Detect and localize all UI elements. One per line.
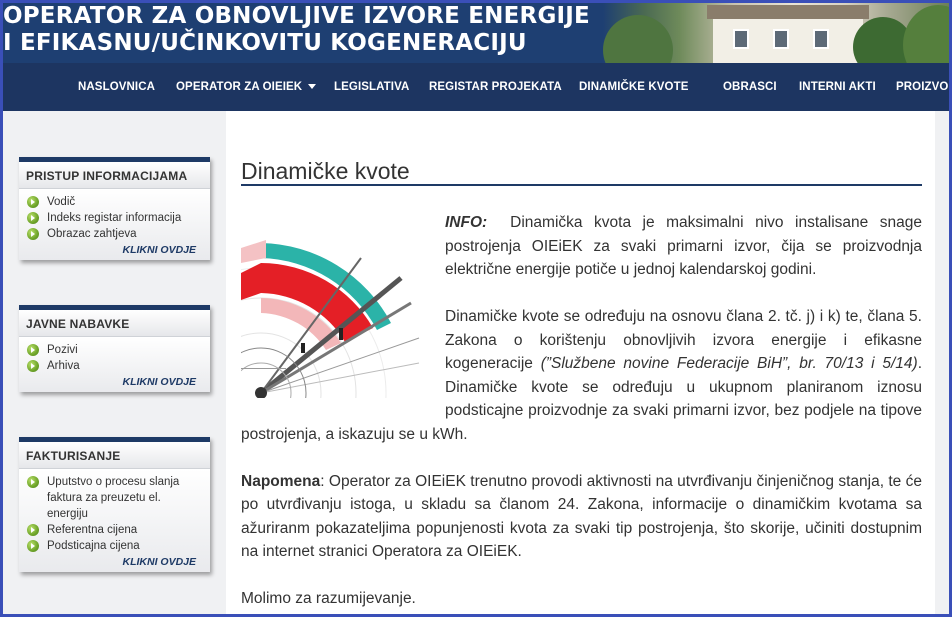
nav-legislativa[interactable]: LEGISLATIVA <box>334 81 410 93</box>
nav-dinamicke-kvote[interactable]: DINAMIČKE KVOTE <box>579 81 689 93</box>
arrow-bullet-icon <box>27 476 39 488</box>
link-label: Pozivi <box>47 344 78 356</box>
arrow-bullet-icon <box>27 360 39 372</box>
arrow-bullet-icon <box>27 196 39 208</box>
klikni-ovdje-link[interactable]: KLIKNI OVDJE <box>122 376 196 388</box>
link-label: Vodič <box>47 196 76 208</box>
nav-operator[interactable] <box>176 63 316 111</box>
sidebar-link-obrazac[interactable] <box>27 226 202 242</box>
info-text: Dinamička kvota je maksimalni nivo instalisane snage postrojenja OIEiEK za svaki primarni izvor, čija se proizvodnja električne energije potiče u jednoj kalendarskoj godini. <box>445 214 922 278</box>
box-title: JAVNE NABAVKE <box>19 310 210 337</box>
site-header <box>3 3 949 63</box>
sidebar-link-pozivi[interactable] <box>27 342 202 358</box>
page-title: Dinamičke kvote <box>241 158 410 184</box>
nav-registar-projekata[interactable]: REGISTAR PROJEKATA <box>429 81 562 93</box>
title-divider <box>241 184 922 186</box>
sidebar-link-vodic[interactable] <box>27 194 202 210</box>
sidebar-box-pristup <box>19 157 210 260</box>
klikni-ovdje-link[interactable]: KLIKNI OVDJE <box>122 556 196 568</box>
note-paragraph <box>241 470 922 564</box>
sidebar-box-nabavke <box>19 305 210 392</box>
arrow-bullet-icon <box>27 540 39 552</box>
sidebar-link-uputstvo[interactable] <box>27 474 202 522</box>
main-content <box>226 111 935 617</box>
arrow-bullet-icon <box>27 228 39 240</box>
link-label: Referentna cijena <box>47 524 138 536</box>
para2-end: . Dinamičke kvote se određuju u ukupnom planiranom iznosu podsticajne proizvodnje za svaki primarni izvor, bez podjele na tipove postrojenja, a iskazuju se u kWh. <box>241 355 922 443</box>
closing-paragraph: Molimo za razumijevanje. <box>241 590 416 607</box>
info-paragraph <box>241 211 922 282</box>
site-title[interactable] <box>3 3 590 57</box>
link-label: Obrazac zahtjeva <box>47 228 137 240</box>
arrow-bullet-icon <box>27 344 39 356</box>
nav-obrasci[interactable]: OBRASCI <box>723 81 777 93</box>
box-title: PRISTUP INFORMACIJAMA <box>19 162 210 189</box>
nav-interni-akti[interactable]: INTERNI AKTI <box>799 81 876 93</box>
link-label: Indeks registar informacija <box>47 212 182 224</box>
sidebar-link-indeks[interactable] <box>27 210 202 226</box>
note-text: : Operator za OIEiEK trenutno provodi aktivnosti na utvrđivanju činjeničnog stanja, te će po utvrđivanju istoga, u skladu sa članom 24. Zakona, informacije o dinamičkim kvotama sa ažuriranm pokazateljima popunjenosti kvota za svaki tip postrojenja, što skorije, učiniti dostupnim na internet stranici Operatora za OIEiEK. <box>241 472 922 560</box>
klikni-ovdje-link[interactable]: KLIKNI OVDJE <box>122 244 196 256</box>
info-label: INFO: <box>445 214 488 231</box>
sidebar-link-referentna[interactable] <box>27 522 202 538</box>
para2-start: Dinamičke kvote se određuju na osnovu člana 2. tč. j) i k) te, člana 5. Zakona o korištenju obnovljivih izvora energije i efikasne kogeneracije <box>445 308 922 372</box>
sidebar-link-arhiva[interactable] <box>27 358 202 374</box>
nav-operator-label: OPERATOR ZA OIEIEK <box>176 81 303 93</box>
link-label: Uputstvo o procesu slanja faktura za preuzetu el. energiju <box>47 476 180 520</box>
article-body <box>241 211 922 611</box>
main-nav <box>3 63 949 111</box>
box-title: FAKTURISANJE <box>19 442 210 469</box>
site-title-line2: I EFIKASNU/UČINKOVITU KOGENERACIJU <box>3 30 527 56</box>
note-label: Napomena <box>241 472 321 490</box>
link-label: Podsticajna cijena <box>47 540 140 552</box>
nav-proizvodnja[interactable]: PROIZVO <box>896 81 949 93</box>
chevron-down-icon <box>308 84 316 89</box>
arrow-bullet-icon <box>27 212 39 224</box>
sidebar-box-fakturisanje <box>19 437 210 572</box>
house-image <box>713 9 863 63</box>
gazette-reference: (”Službene novine Federacije BiH”, br. 70/13 i 5/14) <box>540 355 918 372</box>
sidebar-link-podsticajna[interactable] <box>27 538 202 554</box>
arrow-bullet-icon <box>27 524 39 536</box>
link-label: Arhiva <box>47 360 80 372</box>
header-photo <box>603 3 949 63</box>
nav-naslovnica[interactable]: NASLOVNICA <box>78 81 156 93</box>
site-title-line1: OPERATOR ZA OBNOVLJIVE IZVORE ENERGIJE <box>3 3 590 29</box>
